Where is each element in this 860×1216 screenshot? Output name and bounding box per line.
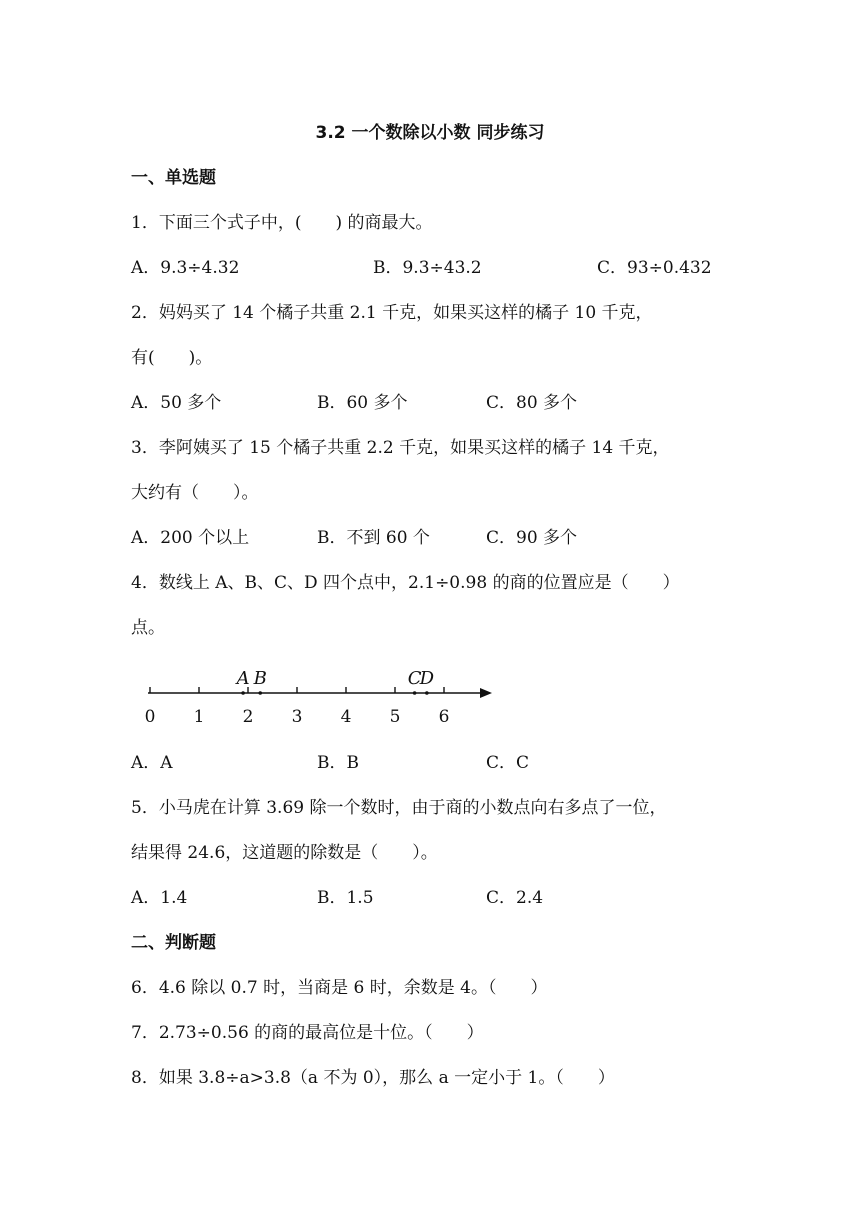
section-heading-true-false: 二、判断题 bbox=[131, 933, 216, 953]
tick-label-6: 6 bbox=[438, 707, 450, 727]
question-4-line-2: 点。 bbox=[131, 618, 165, 638]
question-2-line-2: 有( )。 bbox=[131, 348, 213, 368]
q3-option-a: A．200 个以上 bbox=[131, 528, 250, 548]
question-6: 6．4.6 除以 0.7 时，当商是 6 时，余数是 4。（ ） bbox=[131, 978, 548, 998]
point-label-b: B bbox=[253, 668, 267, 689]
q2-option-b: B．60 多个 bbox=[317, 393, 408, 413]
q2-option-a: A．50 多个 bbox=[131, 393, 222, 413]
question-8: 8．如果 3.8÷a>3.8（a 不为 0），那么 a 一定小于 1。（ ） bbox=[131, 1068, 615, 1088]
q1-option-c: C．93÷0.432 bbox=[597, 258, 712, 278]
number-line-figure bbox=[140, 660, 510, 730]
question-5-line-1: 5．小马虎在计算 3.69 除一个数时，由于商的小数点向右多点了一位， bbox=[131, 798, 667, 818]
point-label-c: C bbox=[407, 668, 422, 689]
q4-option-b: B．B bbox=[317, 753, 359, 773]
tick-label-5: 5 bbox=[389, 707, 401, 727]
section-heading-single-choice: 一、单选题 bbox=[131, 168, 216, 188]
number-line bbox=[145, 668, 492, 727]
q3-option-c: C．90 多个 bbox=[486, 528, 578, 548]
q5-option-b: B．1.5 bbox=[317, 888, 374, 908]
question-3-line-2: 大约有（ ）。 bbox=[131, 483, 259, 503]
q4-option-a: A．A bbox=[131, 753, 173, 773]
point-b bbox=[258, 691, 262, 695]
q5-option-c: C．2.4 bbox=[486, 888, 544, 908]
point-label-d: D bbox=[419, 668, 435, 689]
q3-option-b: B．不到 60 个 bbox=[317, 528, 430, 548]
q2-option-c: C．80 多个 bbox=[486, 393, 578, 413]
point-label-a: A bbox=[236, 668, 250, 689]
tick-label-4: 4 bbox=[340, 707, 352, 727]
point-d bbox=[425, 691, 429, 695]
number-line-arrowhead bbox=[480, 688, 492, 698]
q1-option-a: A．9.3÷4.32 bbox=[131, 258, 240, 278]
tick-label-1: 1 bbox=[193, 707, 205, 727]
page-title: 3.2 一个数除以小数 同步练习 bbox=[315, 123, 545, 143]
tick-label-3: 3 bbox=[291, 707, 303, 727]
question-5-line-2: 结果得 24.6，这道题的除数是（ ）。 bbox=[131, 843, 438, 863]
q1-option-b: B．9.3÷43.2 bbox=[373, 258, 482, 278]
tick-label-0: 0 bbox=[144, 707, 156, 727]
question-1: 1．下面三个式子中，( ) 的商最大。 bbox=[131, 213, 433, 233]
tick-label-2: 2 bbox=[242, 707, 254, 727]
question-3-line-1: 3．李阿姨买了 15 个橘子共重 2.2 千克，如果买这样的橘子 14 千克， bbox=[131, 438, 670, 458]
question-7: 7．2.73÷0.56 的商的最高位是十位。（ ） bbox=[131, 1023, 484, 1043]
point-a bbox=[241, 691, 245, 695]
q4-option-c: C．C bbox=[486, 753, 530, 773]
question-4-line-1: 4．数线上 A、B、C、D 四个点中，2.1÷0.98 的商的位置应是（ ） bbox=[131, 573, 680, 593]
question-2-line-1: 2．妈妈买了 14 个橘子共重 2.1 千克，如果买这样的橘子 10 千克， bbox=[131, 303, 653, 323]
q5-option-a: A．1.4 bbox=[131, 888, 188, 908]
point-c bbox=[413, 691, 417, 695]
